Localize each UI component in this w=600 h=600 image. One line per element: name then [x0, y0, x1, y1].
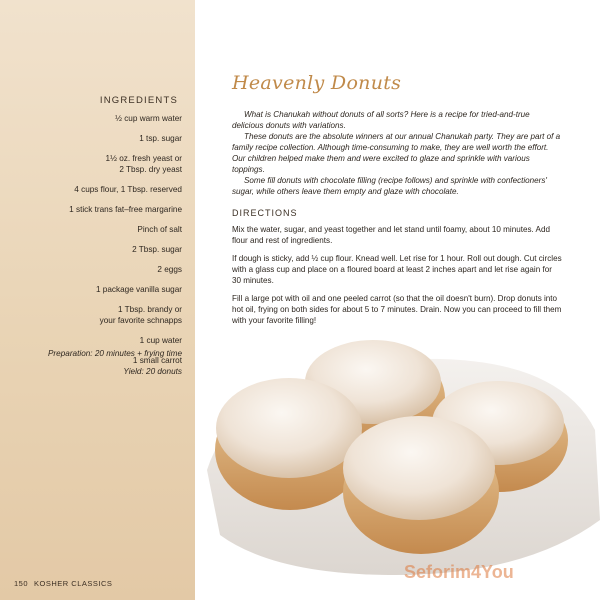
direction-step: Fill a large pot with oil and one peeled carrot (so that the oil doesn't burn). Drop donuts into hot oil, frying on both sides for about 5 to 7 minutes. Drain. Now you can proceed to fill them with your favorite filling!: [232, 294, 562, 325]
page-footer: [14, 579, 112, 588]
ingredient-item: 2 Tbsp. sugar: [132, 245, 182, 254]
intro-paragraph: What is Chanukah without donuts of all sorts? Here is a recipe for tried-and-true delicious donuts with variations.: [232, 110, 530, 130]
yield-text: Yield: 20 donuts: [123, 367, 182, 376]
directions-steps: [232, 224, 562, 333]
ingredient-item: 1 package vanilla sugar: [95, 285, 182, 294]
ingredient-item: Pinch of salt: [137, 225, 182, 234]
donuts-photo: [195, 320, 600, 600]
ingredients-heading: INGREDIENTS: [99, 95, 178, 106]
intro-paragraph: Some fill donuts with chocolate filling (recipe follows) and sprinkle with confectioners' sugar, while others leave them empty and glaze with chocolate.: [232, 176, 547, 196]
recipe-title: Heavenly Donuts: [232, 72, 402, 94]
donut-left: [215, 378, 365, 510]
ingredient-item: 1 tsp. sugar: [139, 134, 182, 143]
ingredient-item: 1 stick trans fat–free margarine: [69, 205, 182, 214]
recipe-intro: [232, 109, 562, 197]
ingredient-item: ½ cup warm water: [115, 114, 182, 123]
watermark: Seforim4You: [404, 562, 514, 582]
book-title: KOSHER CLASSICS: [34, 579, 113, 588]
ingredients-list: [2, 113, 182, 375]
ingredient-item: 1 Tbsp. brandy or your favorite schnapps: [99, 305, 182, 325]
ingredient-item: 1 small carrot: [132, 356, 182, 365]
direction-step: If dough is sticky, add ½ cup flour. Knead well. Let rise for 1 hour. Roll out dough. Cut circles with a glass cup and place on a floured board at least 2 inches apart and let rise again for 30 minutes.: [232, 254, 562, 285]
page-number: 150: [14, 579, 29, 588]
ingredient-item: 2 eggs: [157, 265, 182, 274]
ingredient-item: 1 cup water: [139, 336, 182, 345]
preparation-time: Preparation: 20 minutes + frying time: [47, 349, 182, 358]
ingredient-item: 1½ oz. fresh yeast or 2 Tbsp. dry yeast: [105, 154, 182, 174]
directions-heading: DIRECTIONS: [232, 208, 298, 218]
intro-paragraph: These donuts are the absolute winners at our annual Chanukah party. They are part of a family recipe collection. Although time-consuming to make, they are well worth the effort. Our children helped make them and were excited to glaze and sprinkle with various toppings.: [232, 132, 561, 174]
ingredient-item: 4 cups flour, 1 Tbsp. reserved: [74, 185, 182, 194]
donut-front: [343, 416, 499, 554]
direction-step: Mix the water, sugar, and yeast together and let stand until foamy, about 10 minutes. Add flour and rest of ingredients.: [232, 225, 550, 245]
